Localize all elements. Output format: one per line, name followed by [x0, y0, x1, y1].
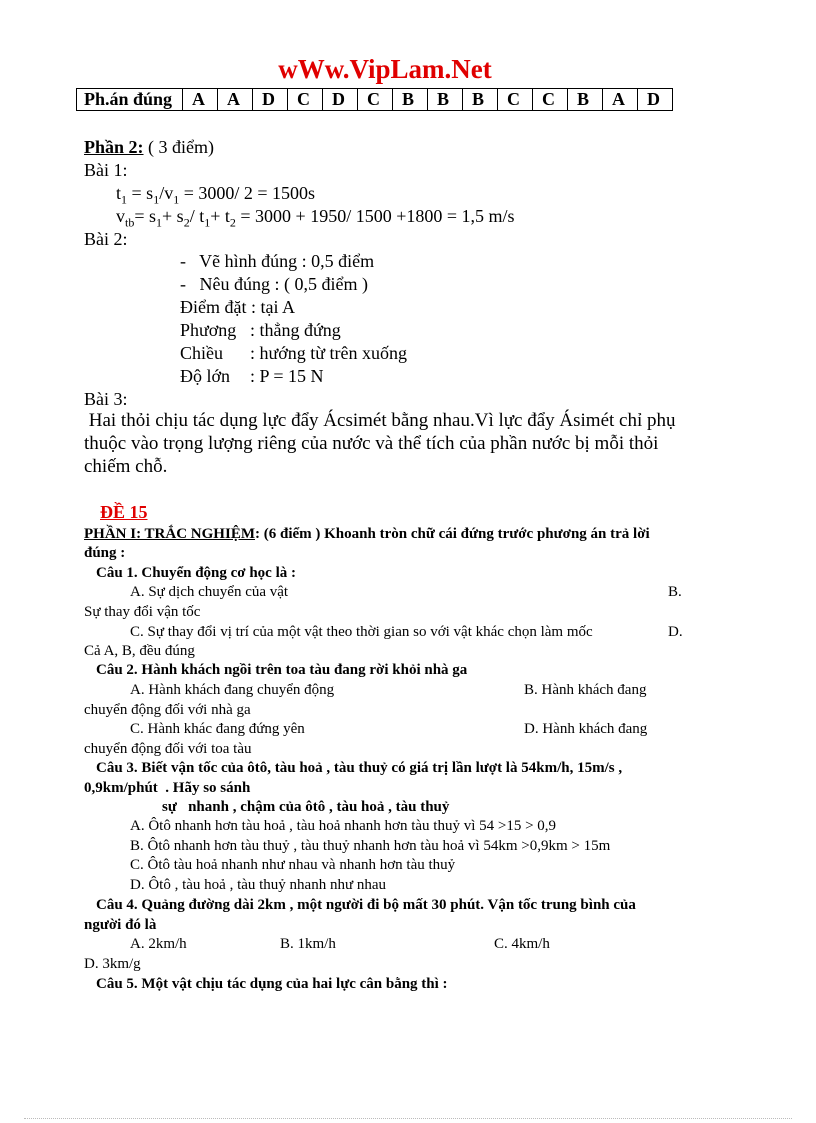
bai2-phuong-label: Phương	[180, 320, 237, 340]
bai2-chieu-label: Chiều	[180, 343, 223, 363]
part2-heading-line	[84, 137, 214, 158]
q4-option-d: D. 3km/g	[84, 956, 141, 972]
answer-table-header: Ph.án đúng	[77, 89, 183, 111]
answer-cell: C	[498, 89, 533, 111]
answer-cell: A	[218, 89, 253, 111]
answer-cell: B	[393, 89, 428, 111]
part1-heading-line	[84, 526, 650, 543]
bai3-line1: Hai thỏi chịu tác dụng lực đẩy Ácsimét bằng nhau.Vì lực đẩy Ásimét chỉ phụ	[84, 410, 676, 431]
bai3-title: Bài 3:	[84, 389, 128, 409]
q2-option-c: C. Hành khác đang đứng yên	[130, 721, 305, 737]
q2-option-d: D. Hành khách đang	[524, 721, 648, 737]
part1-instruction-cont: đúng :	[84, 545, 126, 561]
q2-option-b: B. Hành khách đang	[524, 682, 647, 698]
answer-table-row	[77, 89, 673, 111]
q4-option-a: A. 2km/h	[130, 936, 187, 952]
q4-option-c: C. 4km/h	[494, 936, 550, 952]
answer-table	[76, 88, 673, 111]
part1-heading: PHẦN I: TRẮC NGHIỆM	[84, 526, 255, 542]
question-3-cont2: sự nhanh , chậm của ôtô , tàu hoả , tàu thuỷ	[162, 799, 450, 815]
q3-option-a: A. Ôtô nhanh hơn tàu hoả , tàu hoả nhanh hơn tàu thuỷ vì 54 >15 > 0,9	[130, 818, 557, 834]
question-5: Câu 5. Một vật chịu tác dụng của hai lực cân bằng thì :	[96, 976, 448, 992]
bai2-title: Bài 2:	[84, 229, 128, 249]
answer-cell: B	[568, 89, 603, 111]
bai2-chieu-value: : hướng từ trên xuống	[250, 343, 408, 363]
answer-cell: A	[603, 89, 638, 111]
question-2: Câu 2. Hành khách ngồi trên toa tàu đang rời khỏi nhà ga	[96, 662, 468, 678]
question-4: Câu 4. Quảng đường dài 2km , một người đi bộ mất 30 phút. Vận tốc trung bình của	[96, 897, 636, 913]
question-4-cont: người đó là	[84, 917, 157, 933]
part1-instruction: : (6 điểm ) Khoanh tròn chữ cái đứng trước phương án trả lời	[254, 526, 650, 542]
part2-points: ( 3 điểm)	[143, 137, 214, 157]
bai2-item1: - Vẽ hình đúng : 0,5 điểm	[180, 251, 375, 271]
bai1-formula-velocity: $v_{tb}= s_1+ s_2/$ $t_1+ t_2 = 3000 + 1950/$ 1500 +1800 = 1,5 m/s	[116, 206, 515, 230]
answer-cell: B	[428, 89, 463, 111]
bai2-do-lon-value: : P = 15 N	[250, 366, 324, 386]
q1-option-c: C. Sự thay đổi vị trí của một vật theo thời gian so với vật khác chọn làm mốc	[130, 624, 593, 640]
part2-heading: Phần 2:	[84, 137, 144, 157]
bai2-phuong-value: : thẳng đứng	[250, 320, 341, 340]
question-1: Câu 1. Chuyển động cơ học là :	[96, 565, 297, 581]
q2-option-a: A. Hành khách đang chuyển động	[130, 682, 335, 698]
q3-option-c: C. Ôtô tàu hoả nhanh như nhau và nhanh hơn tàu thuỷ	[130, 857, 456, 873]
bai2-do-lon-label: Độ lớn	[180, 366, 231, 386]
answer-cell: A	[183, 89, 218, 111]
q1-option-b-label: B.	[668, 584, 682, 600]
bai2-diem-dat: Điểm đặt : tại A	[180, 297, 295, 317]
q2-option-b-cont: chuyển động đối với nhà ga	[84, 702, 251, 718]
q3-option-b: B. Ôtô nhanh hơn tàu thuỷ , tàu thuỷ nhanh hơn tàu hoả vì 54km >0,9km > 15m	[130, 838, 611, 854]
question-3-cont: 0,9km/phút . Hãy so sánh	[84, 780, 251, 796]
q3-option-d: D. Ôtô , tàu hoả , tàu thuỷ nhanh như nhau	[130, 877, 387, 893]
answer-cell: D	[638, 89, 673, 111]
answer-cell: C	[533, 89, 568, 111]
site-watermark: wWw.VipLam.Net	[278, 54, 492, 84]
answer-cell: B	[463, 89, 498, 111]
bai3-line3: chiếm chỗ.	[84, 456, 168, 477]
answer-cell: C	[288, 89, 323, 111]
answer-cell: C	[358, 89, 393, 111]
q1-option-b-text: Sự thay đổi vận tốc	[84, 604, 201, 620]
page-bottom-divider	[24, 1118, 792, 1119]
q1-option-a: A. Sự dịch chuyển của vật	[130, 584, 289, 600]
q4-option-b: B. 1km/h	[280, 936, 336, 952]
question-3: Câu 3. Biết vận tốc của ôtô, tàu hoả , tàu thuỷ có giá trị lần lượt là 54km/h, 15m/s ,	[96, 760, 623, 776]
q1-option-d-text: Cả A, B, đều đúng	[84, 643, 195, 659]
bai1-title: Bài 1:	[84, 160, 128, 180]
exam-title: ĐỀ 15	[100, 502, 148, 522]
answer-cell: D	[323, 89, 358, 111]
bai3-line2: thuộc vào trọng lượng riêng của nước và thể tích của phần nước bị mỗi thỏi	[84, 433, 659, 454]
answer-cell: D	[253, 89, 288, 111]
q1-option-d-label: D.	[668, 624, 683, 640]
q2-option-d-cont: chuyển động đối với toa tàu	[84, 741, 252, 757]
bai2-item2: - Nêu đúng : ( 0,5 điểm )	[180, 274, 368, 294]
bai1-formula-time: $t_1 = s_1/v_1 = 3000/$ 2 = 1500s	[116, 183, 316, 207]
